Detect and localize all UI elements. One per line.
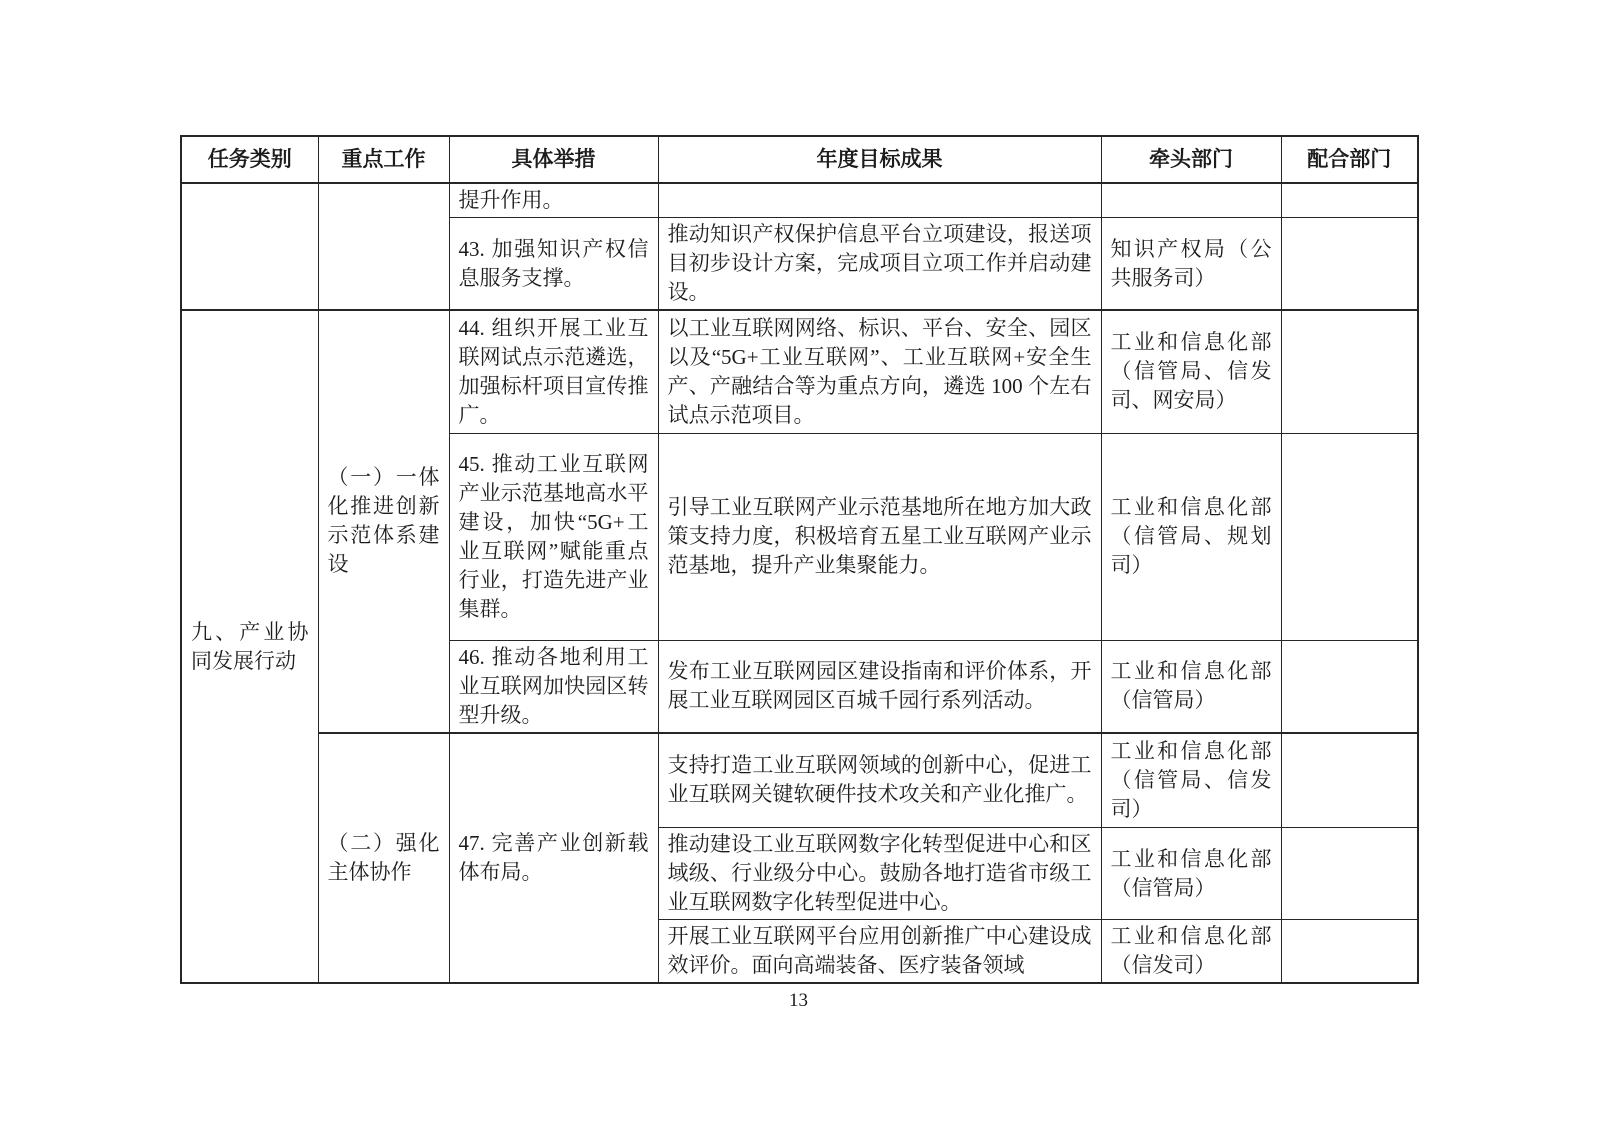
result-46-cell: 发布工业互联网园区建设指南和评价体系，开展工业互联网园区百城千园行系列活动。 xyxy=(658,640,1101,733)
task-category-empty-cell xyxy=(181,183,318,310)
support-empty-cell xyxy=(1281,920,1418,984)
result-45-cell: 引导工业互联网产业示范基地所在地方加大政策支持力度，积极培育五星工业互联网产业示范基地，提升产业集聚能力。 xyxy=(658,433,1101,640)
result-47b-cell: 推动建设工业互联网数字化转型促进中心和区域级、行业级分中心。鼓励各地打造省市级工业互联网数字化转型促进中心。 xyxy=(658,828,1101,920)
lead-43-cell: 知识产权局（公共服务司） xyxy=(1101,218,1281,311)
header-task-category: 任务类别 xyxy=(181,136,318,183)
lead-47b-cell: 工业和信息化部（信管局） xyxy=(1101,828,1281,920)
support-empty-cell xyxy=(1281,183,1418,218)
table-row xyxy=(181,733,1418,828)
support-empty-cell xyxy=(1281,218,1418,311)
page-number: 13 xyxy=(789,990,808,1011)
header-lead-department: 牵头部门 xyxy=(1101,136,1281,183)
task-table xyxy=(180,135,1419,984)
task-category-cell: 九、产业协同发展行动 xyxy=(181,310,318,983)
key-work-two-cell: （二）强化主体协作 xyxy=(318,733,449,984)
result-44-cell: 以工业互联网网络、标识、平台、安全、园区以及“5G+工业互联网”、工业互联网+安全生产、产融结合等为重点方向，遴选 100 个左右试点示范项目。 xyxy=(658,310,1101,433)
support-empty-cell xyxy=(1281,640,1418,733)
lead-44-cell: 工业和信息化部（信管局、信发司、网安局） xyxy=(1101,310,1281,433)
header-annual-targets: 年度目标成果 xyxy=(658,136,1101,183)
table-row xyxy=(181,310,1418,433)
result-43-cell: 推动知识产权保护信息平台立项建设，报送项目初步设计方案，完成项目立项工作并启动建设。 xyxy=(658,218,1101,311)
lead-47a-cell: 工业和信息化部（信管局、信发司） xyxy=(1101,733,1281,828)
key-work-one-cell: （一）一体化推进创新示范体系建设 xyxy=(318,310,449,733)
header-key-work: 重点工作 xyxy=(318,136,449,183)
result-empty-cell xyxy=(658,183,1101,218)
measure-42-tail-cell: 提升作用。 xyxy=(449,183,658,218)
lead-45-cell: 工业和信息化部（信管局、规划司） xyxy=(1101,433,1281,640)
lead-46-cell: 工业和信息化部（信管局） xyxy=(1101,640,1281,733)
measure-43-cell: 43. 加强知识产权信息服务支撑。 xyxy=(449,218,658,311)
result-47c-cell: 开展工业互联网平台应用创新推广中心建设成效评价。面向高端装备、医疗装备领域 xyxy=(658,920,1101,984)
measure-45-cell: 45. 推动工业互联网产业示范基地高水平建设，加快“5G+工业互联网”赋能重点行业，打造先进产业集群。 xyxy=(449,433,658,640)
support-empty-cell xyxy=(1281,828,1418,920)
header-measures: 具体举措 xyxy=(449,136,658,183)
table-row xyxy=(181,183,1418,218)
support-empty-cell xyxy=(1281,310,1418,433)
support-empty-cell xyxy=(1281,733,1418,828)
key-work-empty-cell xyxy=(318,183,449,310)
result-47a-cell: 支持打造工业互联网领域的创新中心，促进工业互联网关键软硬件技术攻关和产业化推广。 xyxy=(658,733,1101,828)
header-support-department: 配合部门 xyxy=(1281,136,1418,183)
measure-44-cell: 44. 组织开展工业互联网试点示范遴选，加强标杆项目宣传推广。 xyxy=(449,310,658,433)
measure-46-cell: 46. 推动各地利用工业互联网加快园区转型升级。 xyxy=(449,640,658,733)
support-empty-cell xyxy=(1281,433,1418,640)
lead-empty-cell xyxy=(1101,183,1281,218)
lead-47c-cell: 工业和信息化部（信发司） xyxy=(1101,920,1281,984)
measure-47-cell: 47. 完善产业创新载体布局。 xyxy=(449,733,658,984)
table-header-row xyxy=(181,136,1418,183)
